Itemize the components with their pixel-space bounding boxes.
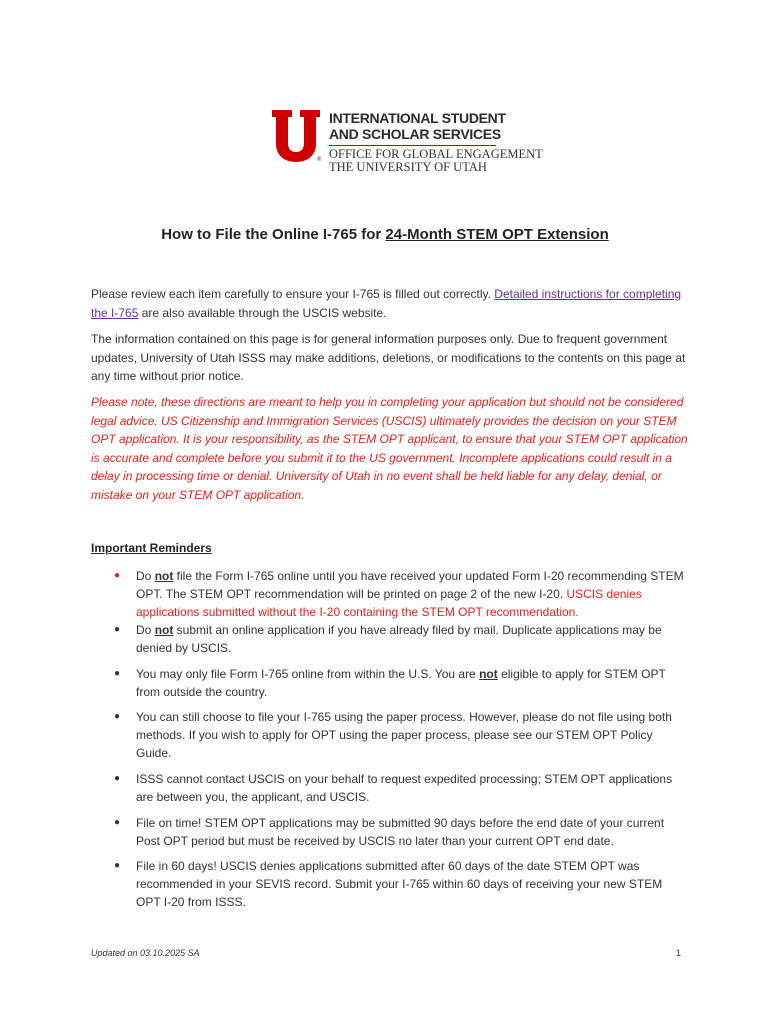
bullet-icon: ●: [114, 860, 121, 871]
bullet-icon: ●: [114, 817, 121, 828]
university-of-utah-u-icon: [272, 110, 320, 162]
logo-line-4: THE UNIVERSITY OF UTAH: [329, 160, 487, 174]
logo-line-3: OFFICE FOR GLOBAL ENGAGEMENT: [329, 147, 543, 161]
reminder-emphasis: not: [479, 667, 498, 681]
intro-paragraph-1: [91, 285, 691, 322]
reminder-text: You can still choose to file your I-765 using the paper process. However, please do not file using both methods. If you wish to apply for OPT using the paper process, please see our STEM OPT Policy Guide.: [136, 710, 672, 761]
logo-text: [329, 110, 543, 174]
reminder-text: eligible to apply for STEM OPT from outside the country.: [136, 667, 666, 700]
intro-p1-before: Please review each item carefully to ensure your I-765 is filled out correctly.: [91, 287, 495, 301]
bullet-icon: ●: [114, 773, 121, 784]
logo-line-2: AND SCHOLAR SERVICES: [329, 126, 501, 142]
isss-logo: [272, 110, 543, 174]
reminder-item: [114, 665, 686, 701]
reminder-text: Do: [136, 623, 155, 637]
reminder-text: File in 60 days! USCIS denies applications submitted after 60 days of the date STEM OPT was recommended in your SEVIS record. Submit your I-765 within 60 days of receiving your new STEM OPT I-20 from ISSS.: [136, 859, 663, 910]
reminder-text: Do: [136, 569, 155, 583]
intro-paragraph-2: The information contained on this page is for general information purposes only. Due to frequent government updates, University of Utah ISSS may make additions, deletions, or modifications to the contents on this page at any time without prior notice.: [91, 332, 686, 383]
reminder-item: [114, 770, 686, 806]
reminder-text: You may only file Form I-765 online from within the U.S. You are: [136, 667, 480, 681]
title-underlined: 24-Month STEM OPT Extension: [385, 226, 609, 243]
legal-disclaimer: Please note, these directions are meant to help you in completing your application but should not be considered legal advice. US Citizenship and Immigration Services (USCIS) ultimately provides the decision on your STEM OPT application. It is your responsibility, as the STEM OPT applicant, to ensure that your STEM OPT application is accurate and complete before you submit it to the US government. Incomplete applications could result in a delay in processing time or denial. University of Utah in no event shall be held liable for any delay, denial, or mistake on your STEM OPT application.: [91, 395, 688, 502]
detailed-instructions-link[interactable]: Detailed instructions for completing the I-765: [91, 287, 682, 320]
logo-divider: [329, 145, 496, 146]
registered-mark: ®: [317, 157, 322, 163]
page-title: [0, 226, 770, 243]
reminder-text: submit an online application if you have already filed by mail. Duplicate applications may be denied by USCIS.: [136, 623, 662, 656]
reminder-emphasis: not: [154, 623, 174, 637]
bullet-icon: ●: [114, 570, 121, 581]
reminder-warning: USCIS denies applications submitted without the I-20 containing the STEM OPT recommendation.: [136, 587, 642, 620]
page-number: 1: [676, 948, 682, 958]
bullet-icon: ●: [114, 668, 121, 679]
logo-line-1: INTERNATIONAL STUDENT: [329, 110, 506, 126]
reminder-item: [114, 621, 686, 657]
reminder-text: File on time! STEM OPT applications may be submitted 90 days before the end date of your current Post OPT period but must be received by USCIS no later than your current OPT end date.: [136, 816, 665, 849]
reminder-emphasis: not: [154, 569, 174, 583]
intro-p1-after: are also available through the USCIS website.: [138, 305, 387, 320]
reminder-item: [114, 857, 686, 912]
reminder-item: [114, 708, 686, 763]
reminder-item: [114, 567, 686, 622]
footer-updated: Updated on 03.10.2025 SA: [91, 948, 200, 958]
bullet-icon: ●: [114, 624, 121, 635]
reminder-text: file the Form I-765 online until you have received your updated Form I-20 recommending STEM OPT. The STEM OPT recommendation will be printed on page 2 of the new I-20.: [136, 569, 684, 602]
title-prefix: How to File the Online I-765 for: [161, 226, 386, 243]
reminder-text: ISSS cannot contact USCIS on your behalf to request expedited processing; STEM OPT applications are between you, the applicant, and USCIS.: [136, 772, 673, 805]
bullet-icon: ●: [114, 711, 121, 722]
reminders-heading: Important Reminders: [91, 541, 212, 555]
reminder-item: [114, 814, 686, 850]
